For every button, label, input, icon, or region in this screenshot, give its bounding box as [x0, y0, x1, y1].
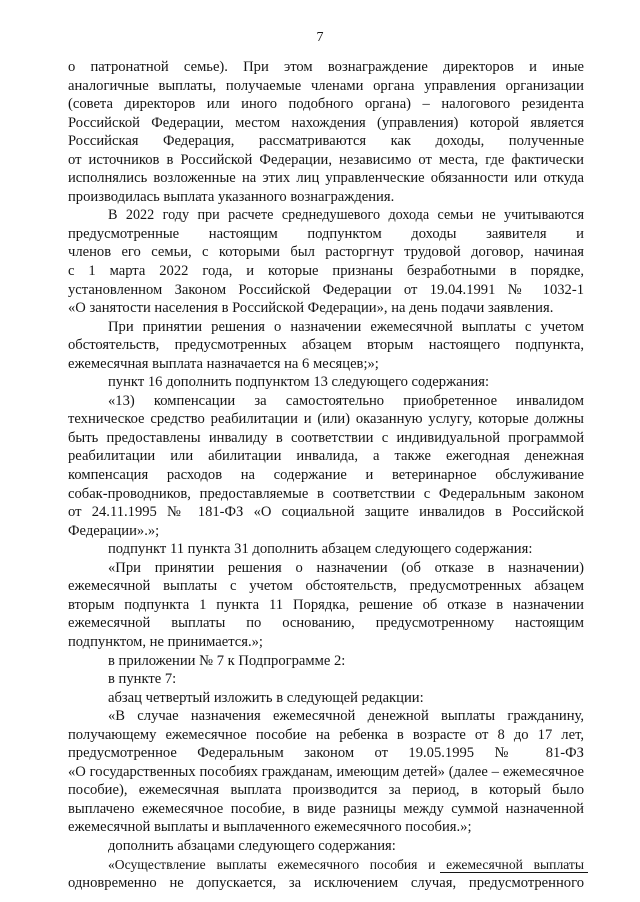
text-line: пособие), ежемесячная выплата производится за период, в который было	[68, 782, 584, 799]
text-line: «В случае назначения ежемесячной денежной выплаты гражданину,	[108, 708, 584, 725]
text-line: установленном Законом Российской Федерации от 19.04.1991 № 1032-1	[68, 281, 584, 298]
text-line: производилась выплата указанного вознаграждения.	[68, 188, 395, 205]
text-line: с 1 марта 2022 года, и которые признаны безработными в порядке,	[68, 263, 584, 280]
text-line: быть предоставлены инвалиду в соответствии с индивидуальной программой	[68, 429, 584, 446]
text-line: «О государственных пособиях гражданам, имеющим детей» (далее – ежемесячное	[68, 763, 584, 780]
text-line: в приложении № 7 к Подпрограмме 2:	[108, 652, 346, 669]
text-line: подпункт 11 пункта 31 дополнить абзацем следующего содержания:	[108, 541, 533, 558]
text-line: ежемесячная выплата назначается на 6 месяцев;»;	[68, 355, 379, 372]
text-line: Российская Федерация, рассматриваются как доходы, полученные	[68, 133, 584, 150]
text-line: «О занятости населения в Российской Федерации», на день подачи заявления.	[68, 300, 554, 317]
text-line: техническое средство реабилитации и (или) оказанную услугу, которые должны	[68, 411, 584, 428]
text-line: получающему ежемесячное пособие на ребенка в возрасте от 8 до 17 лет,	[68, 726, 584, 743]
text-line: «Осуществление выплаты ежемесячного пособия и ежемесячной выплаты	[108, 856, 584, 872]
text-line: «При принятии решения о назначении (об отказе в назначении)	[108, 559, 584, 576]
text-line: пункт 16 дополнить подпунктом 13 следующего содержания:	[108, 374, 490, 391]
text-line: В 2022 году при расчете среднедушевого дохода семьи не учитываются	[108, 207, 584, 224]
text-line: предусмотренные настоящим подпунктом доходы заявителя и	[68, 225, 584, 242]
text-line: Российской Федерации, местом нахождения (управления) которой является	[68, 114, 584, 131]
text-line: аналогичные выплаты, получаемые членами органа управления организации	[68, 77, 584, 94]
text-line: дополнить абзацами следующего содержания:	[108, 837, 396, 854]
text-line: членов его семьи, с которыми был расторгнут трудовой договор, начиная	[68, 244, 584, 261]
text-line: обстоятельств, предусмотренных абзацем вторым настоящего подпункта,	[68, 337, 584, 354]
text-line: ежемесячной выплаты и выплаченного ежемесячного пособия.»;	[68, 819, 472, 836]
text-line: абзац четвертый изложить в следующей редакции:	[108, 689, 424, 706]
text-line: одновременно не допускается, за исключением случая, предусмотренного	[68, 875, 584, 892]
text-line: Федерации».»;	[68, 522, 160, 539]
text-line: от источников в Российской Федерации, независимо от места, где фактически	[68, 151, 584, 168]
document-body	[68, 58, 584, 893]
text-line: «13) компенсации за самостоятельно приобретенное инвалидом	[108, 392, 584, 409]
text-line: При принятии решения о назначении ежемесячной выплаты с учетом	[108, 318, 584, 335]
text-line: собак-проводников, предоставляемые в соответствии с Федеральным законом	[68, 485, 584, 502]
text-line: ежемесячной выплаты по основанию, предусмотренному настоящим	[68, 615, 584, 632]
text-line: от 24.11.1995 № 181-ФЗ «О социальной защите инвалидов в Российской	[68, 504, 584, 521]
text-line: реабилитации или абилитации инвалида, а также ежегодная денежная	[68, 448, 584, 465]
text-line: о патронатной семье). При этом вознаграждение директоров и иные	[68, 59, 584, 75]
page-number: 7	[316, 30, 324, 45]
text-line: предусмотренное Федеральным законом от 19.05.1995 № 81-ФЗ	[68, 745, 584, 762]
text-line: выплачено ежемесячное пособие, в виде разницы между суммой назначенной	[68, 800, 584, 817]
text-line: компенсация расходов на содержание и ветеринарное обслуживание	[68, 467, 584, 484]
text-line: подпунктом, не принимается.»;	[68, 633, 263, 650]
footnote-divider	[440, 872, 588, 873]
text-line: вторым подпункта 1 пункта 11 Порядка, решение об отказе в назначении	[68, 596, 584, 613]
text-line: исполнялись возложенные на этих лиц управленческие обязанности или откуда	[68, 170, 584, 187]
text-line: в пункте 7:	[108, 671, 177, 688]
text-line: ежемесячной выплаты с учетом обстоятельств, предусмотренных абзацем	[68, 578, 584, 595]
text-line: (совета директоров или иного подобного органа) – налогового резидента	[68, 96, 584, 113]
